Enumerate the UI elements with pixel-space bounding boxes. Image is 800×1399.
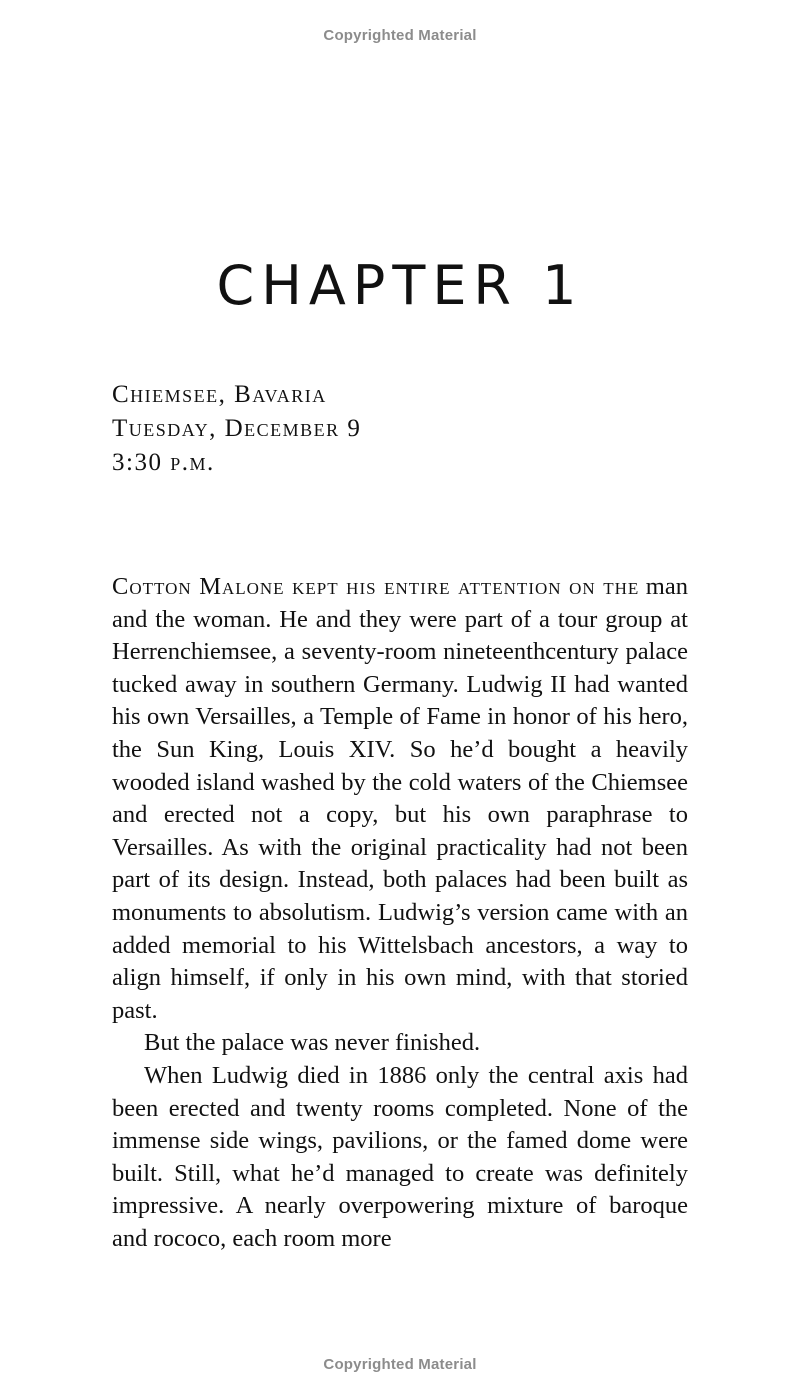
chapter-title: CHAPTER 1 [216, 254, 584, 318]
dateline [112, 378, 361, 480]
copyright-watermark-bottom: Copyrighted Material [323, 1356, 477, 1373]
chapter-body [112, 571, 688, 1255]
lead-in-small-caps: Cotton Malone kept his entire attention on the [112, 573, 640, 600]
paragraph-2: But the palace was never finished. [144, 1029, 481, 1057]
copyright-watermark-top: Copyrighted Material [323, 27, 477, 44]
paragraph-1 [112, 571, 688, 1027]
dateline-time: 3:30 p.m. [112, 449, 215, 476]
paragraph-3: When Ludwig died in 1886 only the central axis had been erected and twenty rooms completed. None of the immense side wings, pavilions, or the famed dome were built. Still, what he’d managed to create was definitely impressive. A nearly overpowering mixture of baroque and rococo, each room more [112, 1061, 688, 1252]
paragraph-1-text: man and the woman. He and they were part of a tour group at Herrenchiemsee, a seventy-room nineteenthcentury palace tucked away in southern Germany. Ludwig II had wanted his own Versailles, a Temple of Fame in honor of his hero, the Sun King, Louis XIV. So he’d bought a heavily wooded island washed by the cold waters of the Chiemsee and erected not a copy, but his own paraphrase to Versailles. As with the original practicality had not been part of its design. Instead, both palaces had been built as monuments to absolutism. Ludwig’s version came with an added memorial to his Wittelsbach ancestors, a way to align himself, if only in his own mind, with that storied past. [112, 573, 688, 1024]
dateline-location: Chiemsee, Bavaria [112, 381, 327, 408]
dateline-date: Tuesday, December 9 [112, 415, 362, 442]
